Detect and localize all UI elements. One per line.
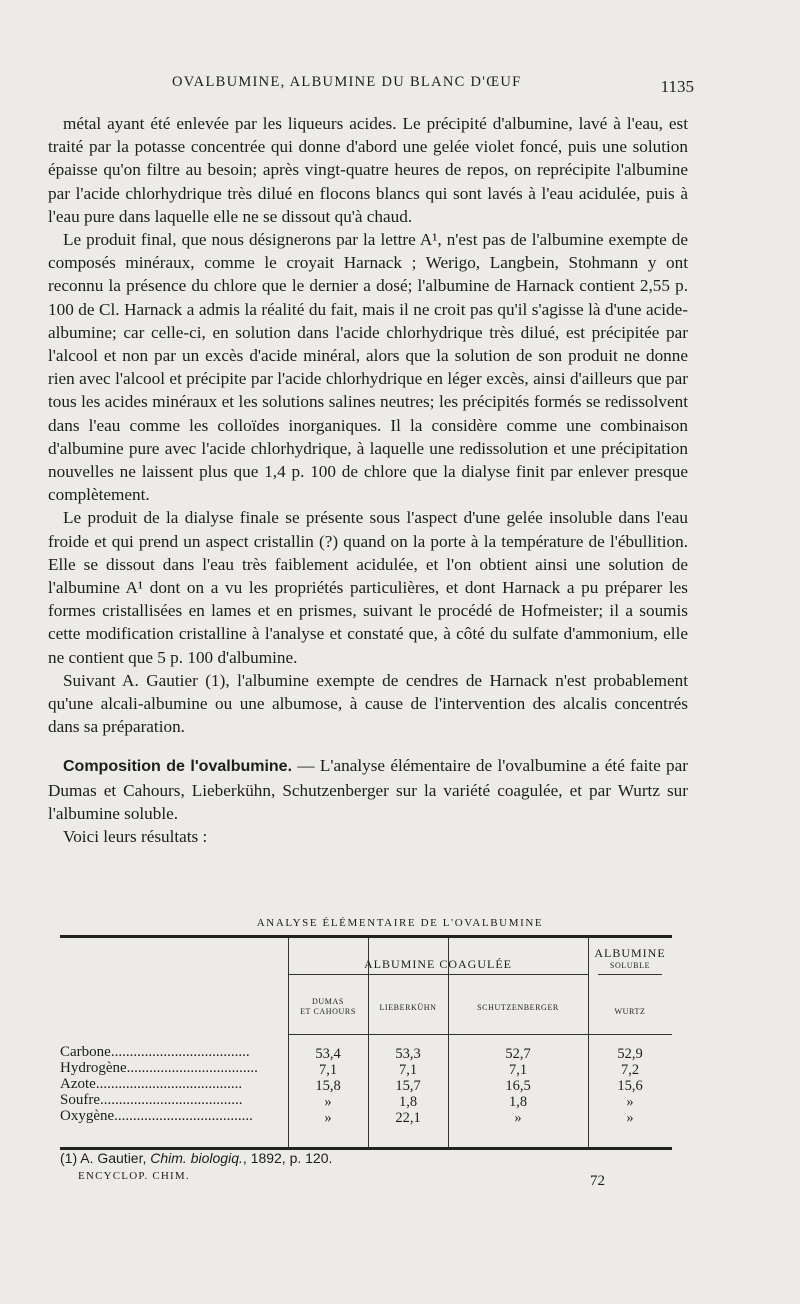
cell: 7,1 <box>508 1062 528 1078</box>
cell: 1,8 <box>508 1094 528 1110</box>
row-label-azote: Azote....................................... <box>60 1076 243 1092</box>
cell: 7,1 <box>318 1062 338 1078</box>
cell: 52,9 <box>617 1046 643 1062</box>
col-header-wurtz: WURTZ <box>614 1007 646 1016</box>
cell: » <box>324 1110 332 1126</box>
footnote-source: Chim. biologiq. <box>150 1150 243 1166</box>
col-header-dumas-sub: ET CAHOURS <box>300 1007 356 1016</box>
col-header-lieberkuhn: LIEBERKÜHN <box>379 1003 437 1012</box>
cell: » <box>626 1110 634 1126</box>
footnote-prefix: (1) A. Gautier, <box>60 1150 151 1166</box>
paragraph-3: Le produit de la dialyse finale se présente sous l'aspect d'une gelée insoluble dans l'eau froide et qui prend un aspect cristallin (?) quand on la porte à la température de l'ébullition. Elle se dissout dans l'eau très faiblement acidulée, et l'on obtient ainsi une solution de l'albumine A¹ dont on a vu les propriétés particulières, et dont Harnack a pu préparer les formes cristallisées en lames et en prismes, suivant le procédé de Hofmeister; il a soumis cette modification cristalline à l'analyse et constaté que, à côté du sulfate d'ammonium, elle ne contient que 5 p. 100 d'albumine. <box>48 508 688 667</box>
group-rule <box>598 974 662 975</box>
cell: 15,7 <box>395 1078 421 1094</box>
cell: 52,7 <box>505 1046 531 1062</box>
cell: 1,8 <box>398 1094 418 1110</box>
page-number: 1135 <box>660 77 694 96</box>
section-title: Composition de l'ovalbumine. <box>63 758 293 776</box>
body-text <box>48 112 688 848</box>
table-caption: ANALYSE ÉLÉMENTAIRE DE L'OVALBUMINE <box>256 917 544 929</box>
running-header-title: OVALBUMINE, ALBUMINE DU BLANC D'ŒUF <box>172 74 522 90</box>
cell: » <box>324 1094 332 1110</box>
row-label-hydrogene: Hydrogène................................... <box>60 1060 258 1076</box>
cell: 7,1 <box>398 1062 418 1078</box>
paragraph-1: métal ayant été enlevée par les liqueurs acides. Le précipité d'albumine, lavé à l'eau, est traité par la potasse concentrée qui donne d'abord une gelée violet foncé, puis une solution épaisse qu'on filtre au besoin; après vingt-quatre heures de repos, on reprécipite l'albumine par l'acide chlorhydrique très dilué en flocons blancs qui sont lavés à l'eau acidulée, puis à l'eau pure dans laquelle elle ne se dissout qu'à chaud. <box>48 114 688 226</box>
footnote-suffix: , 1892, p. 120. <box>242 1150 333 1166</box>
cell: 16,5 <box>505 1078 531 1094</box>
section-paragraph <box>48 754 688 825</box>
paragraph-2: Le produit final, que nous désignerons par la lettre A¹, n'est pas de l'albumine exempte de composés minéraux, comme le croyait Harnack ; Werigo, Langbein, Stohmann y ont reconnu la présence du chlore que le dernier a dosé; l'albumine de Harnack contient 2,55 p. 100 de Cl. Harnack a admis la réalité du fait, mais il ne croit pas qu'il s'agisse là d'une acide-albumine; car celle-ci, en solution dans l'acide chlorhydrique très dilué, est précipitée par l'alcool et non par un excès d'acide minéral, alors que la solution de son produit ne donne rien avec l'alcool et précipite par l'acide chlorhydrique en léger excès, ainsi d'ailleurs que par tous les acides minéraux et les solutions salines neutres; les précipités formés se redissolvent dans l'eau comme les colloïdes inorganiques. Il la considère comme une combinaison d'albumine pure avec l'acide chlorhydrique, à laquelle une redissolution et une précipitation nouvelles ne laissent plus que 1,4 p. 100 de chlore que la dialyse finit par enlever presque complètement. <box>48 230 688 505</box>
section-intro: Voici leurs résultats : <box>63 827 208 847</box>
cell: 15,8 <box>315 1078 341 1094</box>
analysis-table <box>60 935 672 1150</box>
row-label-carbone: Carbone..................................... <box>60 1044 250 1060</box>
cell: 22,1 <box>395 1110 421 1126</box>
signature-number: 72 <box>590 1173 605 1189</box>
row-label-oxygene: Oxygène..................................... <box>60 1108 253 1124</box>
cell: 53,3 <box>395 1046 421 1062</box>
footnote <box>60 1150 332 1166</box>
cell: 15,6 <box>617 1078 643 1094</box>
cell: 53,4 <box>315 1046 341 1062</box>
cell: » <box>514 1110 522 1126</box>
col-header-schutzenberger: SCHUTZENBERGER <box>477 1003 559 1012</box>
row-label-soufre: Soufre...................................... <box>60 1092 243 1108</box>
group-header-coagulee: ALBUMINE COAGULÉE <box>364 957 512 971</box>
cell: » <box>626 1094 634 1110</box>
group-header-soluble: ALBUMINE <box>594 946 666 960</box>
header-rule <box>288 1034 672 1035</box>
col-header-dumas: DUMAS <box>312 997 344 1006</box>
section-text: — L'analyse élémentaire de l'ovalbumine a été faite par Dumas et Cahours, Lieberkühn, Schutzenberger sur la variété coagulée, et par Wurtz sur l'albumine soluble. <box>48 756 688 823</box>
group-header-soluble-sub: SOLUBLE <box>609 961 651 970</box>
footer-left: ENCYCLOP. CHIM. <box>78 1170 190 1182</box>
cell: 7,2 <box>620 1062 640 1078</box>
paragraph-4: Suivant A. Gautier (1), l'albumine exempte de cendres de Harnack n'est probablement qu'une alcali-albumine ou une albumose, à cause de l'intervention des alcalis concentrés dans sa préparation. <box>48 670 688 737</box>
group-rule <box>288 974 588 975</box>
